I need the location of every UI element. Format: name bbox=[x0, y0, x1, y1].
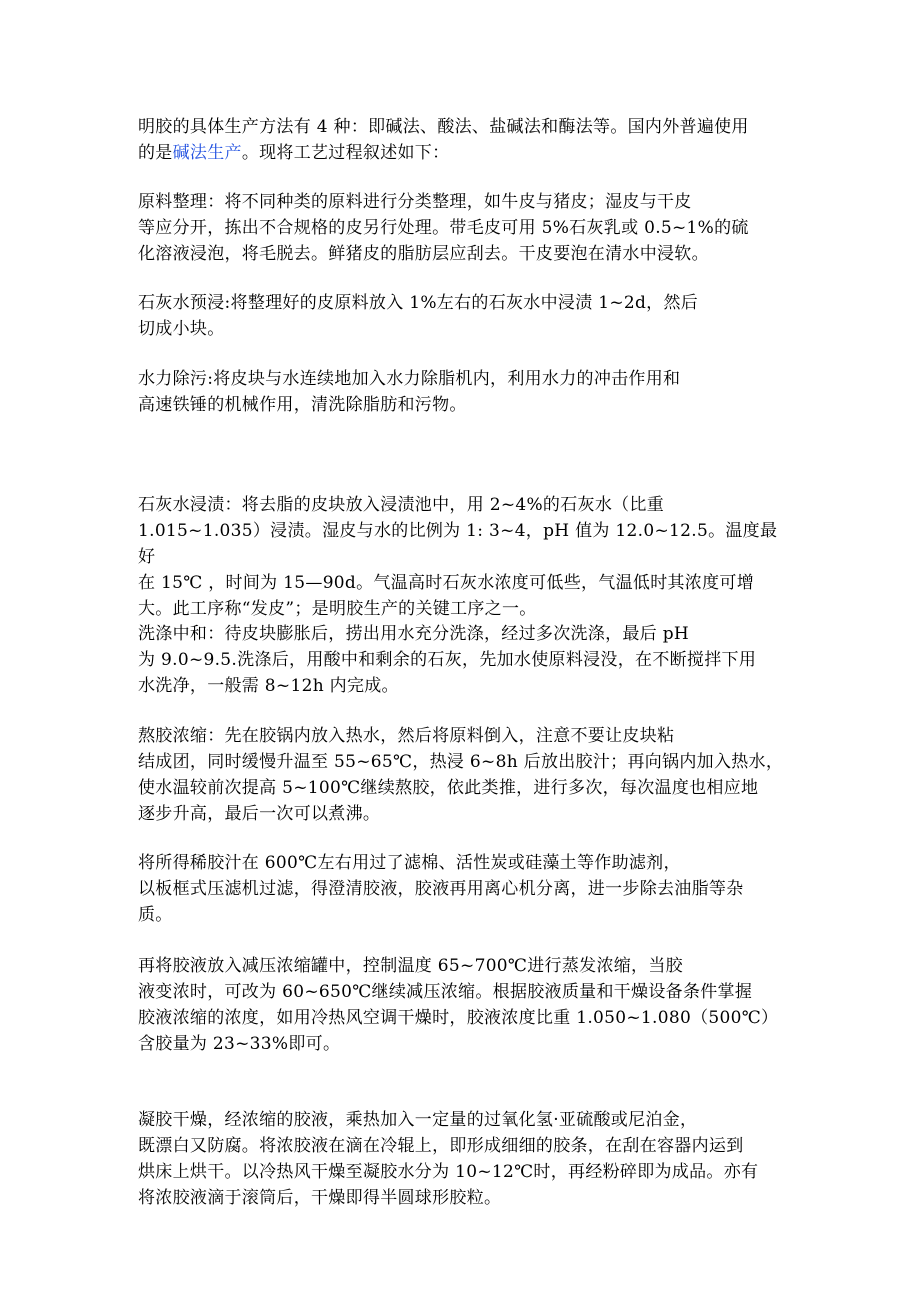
intro-text-start: 明胶的具体生产方法有 4 种：即碱法、酸法、盐碱法和酶法等。国内外普遍使用 的是 bbox=[138, 117, 749, 163]
intro-text-end: 。现将工艺过程叙述如下： bbox=[241, 143, 450, 163]
paragraph-hydraulic-cleaning: 水力除污:将皮块与水连续地加入水力除脂机内，利用水力的冲击作用和 高速铁锤的机械作用，清洗除脂肪和污物。 bbox=[138, 369, 681, 415]
alkali-method-link[interactable]: 碱法生产 bbox=[172, 143, 242, 163]
paragraph-lime-presoak: 石灰水预浸:将整理好的皮原料放入 1%左右的石灰水中浸渍 1~2d，然后 切成小块。 bbox=[138, 293, 699, 339]
intro-paragraph bbox=[138, 114, 788, 166]
paragraph-lime-soaking: 石灰水浸渍：将去脂的皮块放入浸渍池中，用 2~4%的石灰水（比重 1.015~1.035）浸渍。湿皮与水的比例为 1: 3~4，pH 值为 12.0~12.5。温度最好 在 15℃ ，时间为 15—90d。气温高时石灰水浓度可低些，气温低时其浓度可增 大。此工序称“发皮”；是明胶生产的关键工序之一。 bbox=[138, 495, 778, 619]
paragraph-filtration: 将所得稀胶汁在 600℃左右用过了滤棉、活性炭或硅藻土等作助滤剂， 以板框式压滤机过滤，得澄清胶液，胶液再用离心机分离，进一步除去油脂等杂 质。 bbox=[138, 853, 744, 925]
paragraph-raw-material: 原料整理：将不同种类的原料进行分类整理，如牛皮与猪皮；湿皮与干皮 等应分开，拣出不合规格的皮另行处理。带毛皮可用 5%石灰乳或 0.5~1%的硫 化溶液浸泡，将毛脱去。鲜猪皮的脂肪层应刮去。干皮要泡在清水中浸软。 bbox=[138, 192, 749, 264]
paragraph-vacuum-concentration: 再将胶液放入减压浓缩罐中，控制温度 65~700℃进行蒸发浓缩，当胶 液变浓时，可改为 60~650℃继续减压浓缩。根据胶液质量和干燥设备条件掌握 胶液浓缩的浓度，如用冷热风空调干燥时，胶液浓度比重 1.050~1.080（500℃） 含胶量为 23~33%即可。 bbox=[138, 956, 779, 1054]
paragraph-washing-neutralization: 洗涤中和：待皮块膨胀后，捞出用水充分洗涤，经过多次洗涤，最后 pH 为 9.0~9.5.洗涤后，用酸中和剩余的石灰，先加水使原料浸没，在不断搅拌下用 水洗净，一般需 8~12h 内完成。 bbox=[138, 624, 757, 696]
paragraph-gel-drying: 凝胶干燥，经浓缩的胶液，乘热加入一定量的过氧化氢·亚硫酸或尼泊金， 既漂白又防腐。将浓胶液在滴在冷辊上，即形成细细的胶条，在刮在容器内运到 烘床上烘干。以冷热风干燥至凝胶水分为 10~12℃时，再经粉碎即为成品。亦有 将浓胶液滴于滚筒后，干燥即得半圆球形胶粒。 bbox=[138, 1110, 759, 1208]
paragraph-boiling-concentration: 熬胶浓缩：先在胶锅内放入热水，然后将原料倒入，注意不要让皮块粘 结成团，同时缓慢升温至 55~65℃，热浸 6~8h 后放出胶汁；再向锅内加入热水， 使水温较前次提高 5~100℃继续熬胶，依此类推，进行多次，每次温度也相应地 逐步升高，最后一次可以煮沸。 bbox=[138, 726, 784, 824]
